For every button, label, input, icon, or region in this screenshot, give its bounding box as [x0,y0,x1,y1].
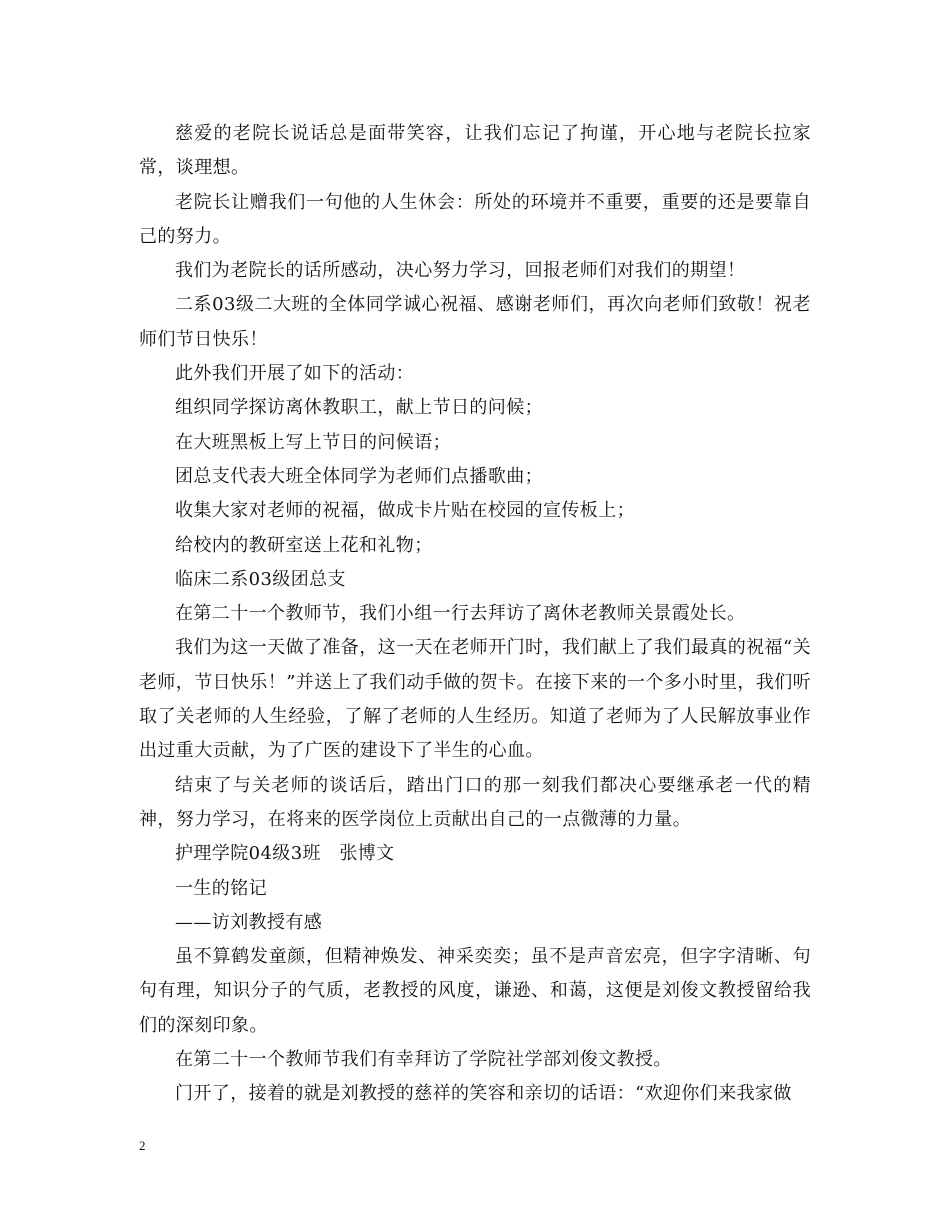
signature-line: 临床二系03级团总支 [175,568,346,590]
activity-item: 收集大家对老师的祝福，做成卡片贴在校园的宣传板上； [175,500,635,522]
paragraph: 虽不算鹤发童颜，但精神焕发、神采奕奕；虽不是声音宏亮，但字字清晰、句句有理，知识分子的气质，老教授的风度，谦逊、和蔼，这便是刘俊文教授留给我们的深刻印象。 [139,946,811,1036]
paragraph: 在第二十一个教师节，我们小组一行去拜访了离休老教师关景霞处长。 [175,603,746,625]
activity-item: 组织同学探访离休教职工，献上节日的问候； [175,397,543,419]
paragraph: 二系03级二大班的全体同学诚心祝福、感谢老师们，再次向老师们致敬！祝老师们节日快乐！ [139,294,811,350]
page-number: 2 [139,1138,146,1153]
paragraph: 我们为老院长的话所感动，决心努力学习，回报老师们对我们的期望！ [175,260,746,282]
paragraph: 门开了，接着的就是刘教授的慈祥的笑容和亲切的话语：“欢迎你们来我家做 [175,1083,792,1105]
section-subtitle: ——访刘教授有感 [175,911,323,933]
paragraph: 老院长让赠我们一句他的人生休会：所处的环境并不重要，重要的还是要靠自己的努力。 [139,191,811,247]
paragraph: 在第二十一个教师节我们有幸拜访了学院社学部刘俊文教授。 [175,1049,672,1071]
page-body [139,117,811,1112]
paragraph: 慈爱的老院长说话总是面带笑容，让我们忘记了拘谨，开心地与老院长拉家常，谈理想。 [139,123,811,179]
activity-item: 在大班黑板上写上节日的问候语； [175,431,451,453]
paragraph: 结束了与关老师的谈话后，踏出门口的那一刻我们都决心要继承老一代的精神，努力学习，在将来的医学岗位上贡献出自己的一点微薄的力量。 [139,774,811,830]
signature-line: 护理学院04级3班 张博文 [175,843,395,865]
paragraph: 此外我们开展了如下的活动： [175,363,415,385]
activity-item: 团总支代表大班全体同学为老师们点播歌曲； [175,465,543,487]
paragraph: 我们为这一天做了准备，这一天在老师开门时，我们献上了我们最真的祝福“关老师，节日快乐！”并送上了我们动手做的贺卡。在接下来的一个多小时里，我们听取了关老师的人生经验，了解了老师的人生经历。知道了老师为了人民解放事业作出过重大贡献，为了广医的建设下了半生的心血。 [139,637,811,762]
section-title: 一生的铭记 [175,877,267,899]
activity-item: 给校内的教研室送上花和礼物； [175,534,433,556]
